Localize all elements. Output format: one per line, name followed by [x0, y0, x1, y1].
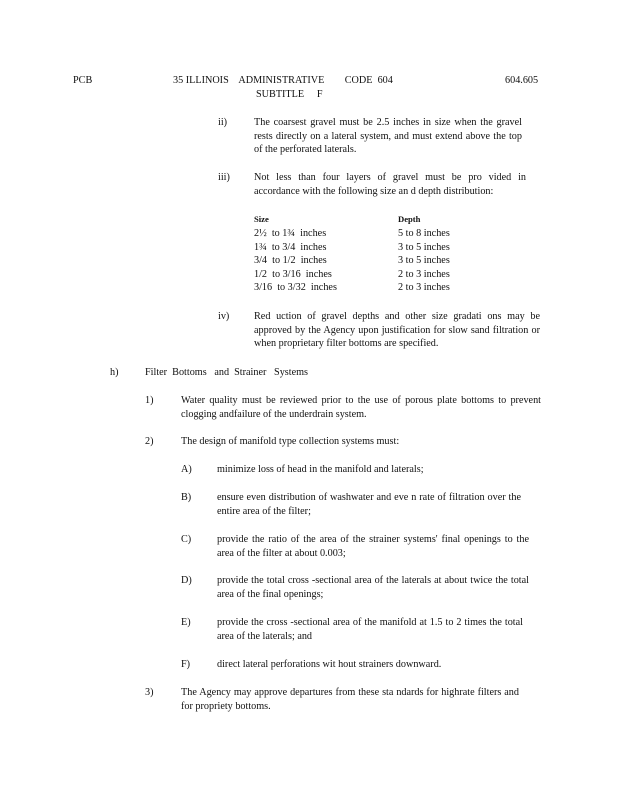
- table-cell-size: 1/2 to 3/16 inches: [254, 268, 332, 280]
- header-subtitle: SUBTITLE F: [256, 89, 323, 100]
- table-cell-size: 3/16 to 3/32 inches: [254, 282, 337, 293]
- table-cell-depth: 3 to 5 inches: [398, 241, 450, 253]
- header-section-number: 604.605: [505, 75, 539, 86]
- item-text: The coarsest gravel must be 2.5 inches in size when the gravel rests directly on a lateral system, and must extend above the top of the perforated laterals.: [254, 117, 522, 156]
- item-text: direct lateral perforations wit hout strainers downward.: [217, 659, 442, 670]
- item-text: minimize loss of head in the manifold and laterals;: [217, 464, 424, 475]
- table-header-size: Size: [254, 214, 269, 224]
- item-text: provide the cross -sectional area of the manifold at 1.5 to 2 times the total area of the laterals; and: [217, 617, 523, 642]
- item-text: provide the total cross -sectional area of the laterals at about twice the total area of the final openings;: [217, 575, 529, 600]
- item-label: D): [181, 575, 192, 586]
- item-text: The design of manifold type collection systems must:: [181, 436, 400, 447]
- item-label: iv): [218, 311, 230, 322]
- table-cell-size: 1¾ to 3/4 inches: [254, 241, 327, 253]
- table-cell-depth: 5 to 8 inches: [398, 228, 450, 239]
- item-label: B): [181, 492, 192, 503]
- item-text: Red uction of gravel depths and other size gradati ons may be approved by the Agency upon justification for slow sand filtration or when proprietary filter bottoms are specified.: [254, 311, 540, 350]
- item-label: C): [181, 534, 192, 545]
- item-label: 2): [145, 436, 154, 447]
- section-label: h): [110, 367, 119, 378]
- table-header-depth: Depth: [398, 214, 421, 224]
- item-label: 1): [145, 395, 154, 406]
- item-label: A): [181, 464, 192, 475]
- item-label: F): [181, 659, 191, 670]
- table-cell-depth: 2 to 3 inches: [398, 268, 450, 280]
- section-title: Filter Bottoms and Strainer Systems: [145, 367, 308, 378]
- item-label: ii): [218, 117, 228, 128]
- item-label: 3): [145, 687, 154, 698]
- item-text: Not less than four layers of gravel must be pro vided in accordance with the following size an d depth distribution:: [254, 172, 526, 197]
- table-cell-size: 2½ to 1¾ inches: [254, 228, 327, 239]
- item-text: provide the ratio of the area of the strainer systems' final openings to the area of the filter at about 0.003;: [217, 534, 529, 559]
- header-code-title: 35 ILLINOIS ADMINISTRATIVE CODE 604: [173, 75, 393, 86]
- table-cell-depth: 2 to 3 inches: [398, 282, 450, 293]
- item-text: ensure even distribution of washwater and eve n rate of filtration over the entire area of the filter;: [217, 492, 521, 517]
- item-label: iii): [218, 172, 230, 183]
- item-text: The Agency may approve departures from these sta ndards for highrate filters and for propriety bottoms.: [181, 687, 519, 712]
- item-label: E): [181, 617, 191, 628]
- table-cell-size: 3/4 to 1/2 inches: [254, 255, 327, 266]
- header-agency: PCB: [73, 75, 93, 86]
- table-cell-depth: 3 to 5 inches: [398, 255, 450, 266]
- item-text: Water quality must be reviewed prior to the use of porous plate bottoms to prevent clogging andfailure of the underdrain system.: [181, 395, 541, 420]
